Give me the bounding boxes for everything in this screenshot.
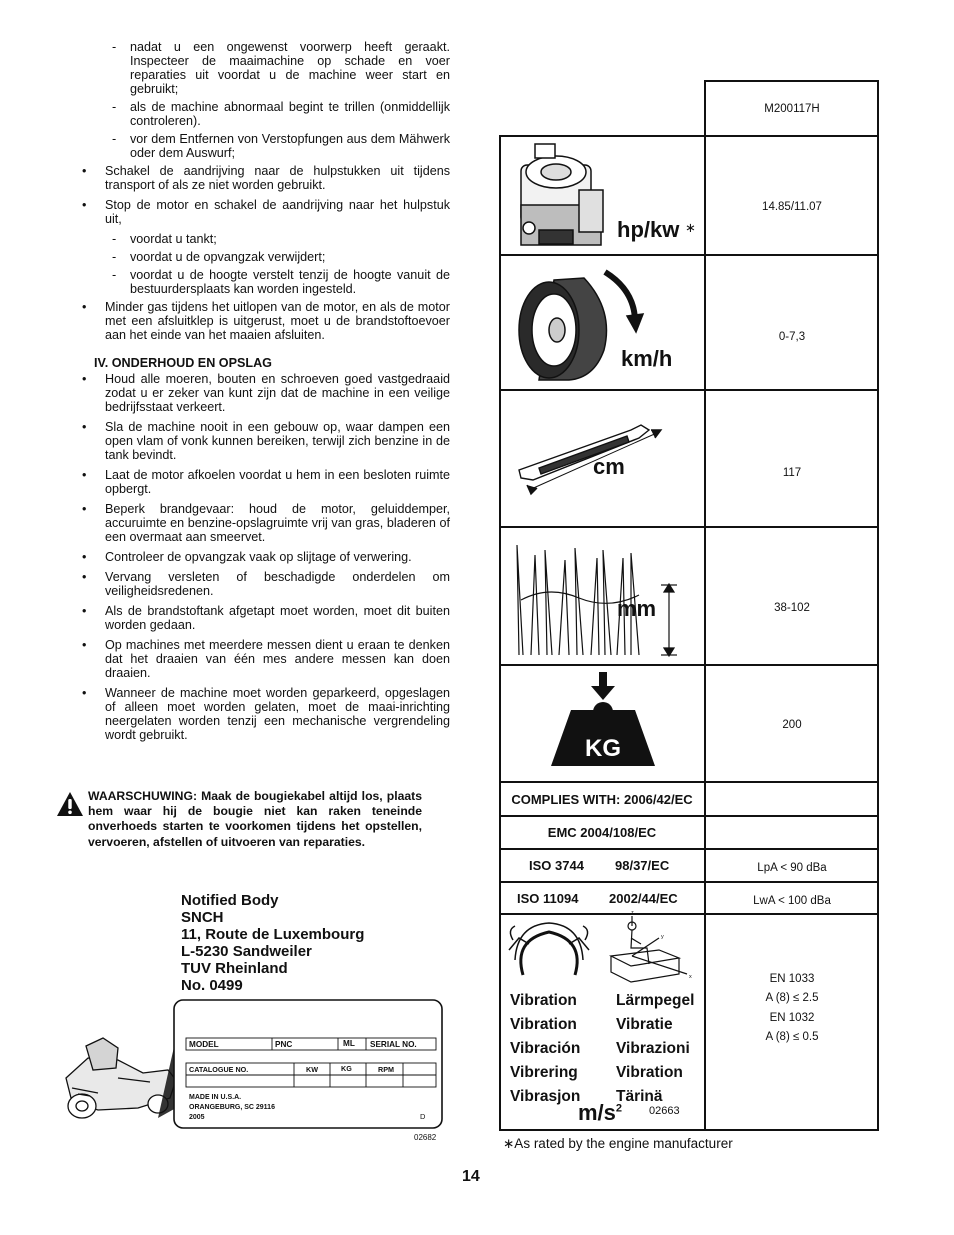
seated-operator-icon xyxy=(611,916,687,982)
bullet-list-c xyxy=(78,372,450,742)
complies-label: COMPLIES WITH: 2006/42/EC xyxy=(511,792,693,807)
dash-item: - nadat u een ongewenst voorwerp heeft geraakt. Inspecteer de maaimachine op schade en voer reparaties uit voordat u de machine weer start en gebruikt; xyxy=(78,40,450,96)
notified-line: TUV Rheinland xyxy=(181,960,288,977)
spec-table xyxy=(499,80,879,1131)
left-column xyxy=(78,40,450,748)
plate-pnc-label: PNC xyxy=(275,1040,293,1049)
vibration-label: Vibratie xyxy=(616,1016,673,1033)
plate-ml-label: ML xyxy=(343,1039,355,1048)
plate-model-label: MODEL xyxy=(189,1040,219,1049)
steering-wheel-icon xyxy=(509,923,589,975)
iso11094-label: ISO 11094 xyxy=(517,891,579,906)
iso11094-directive: 2002/44/EC xyxy=(609,891,678,906)
power-asterisk: ∗ xyxy=(685,220,696,235)
engine-icon xyxy=(521,144,603,245)
notified-line: SNCH xyxy=(181,909,224,926)
vibration-label: Vibrering xyxy=(510,1064,578,1081)
emc-label: EMC 2004/108/EC xyxy=(547,825,657,840)
power-label: hp/kw xyxy=(617,217,680,242)
speed-label: km/h xyxy=(621,346,673,371)
svg-text:y: y xyxy=(661,934,664,940)
tractor-icon xyxy=(66,1038,176,1118)
plate-made-line1: MADE IN U.S.A. xyxy=(189,1094,242,1101)
bullet-list-b xyxy=(78,300,450,342)
notified-line: Notified Body xyxy=(181,892,279,909)
ms-superscript: 2 xyxy=(615,1102,623,1115)
iso3744-directive: 98/37/EC xyxy=(615,858,670,873)
bullet-item: • Controleer de opvangzak vaak op slijtage of verwering. xyxy=(78,550,450,564)
bullet-item: • Vervang versleten of beschadigde onderdelen om veiligheidsredenen. xyxy=(78,570,450,598)
plate-kg-label: KG xyxy=(341,1064,352,1073)
lwa-value: LwA < 100 dBa xyxy=(753,895,831,907)
blade-icon xyxy=(519,425,661,494)
serial-plate-illustration xyxy=(58,998,444,1143)
dash-list-top xyxy=(78,40,450,160)
bullet-item: • Houd alle moeren, bouten en schroeven goed vastgedraaid zodat u er zeker van kunt zijn dat de machine in een veilige bedrijfsstaat verkeert. xyxy=(78,372,450,414)
model-value: M200117H xyxy=(764,103,820,115)
dash-item: - voordat u de opvangzak verwijdert; xyxy=(78,250,450,264)
plate-year: 2005 xyxy=(189,1114,205,1121)
weight-label: KG xyxy=(585,735,621,762)
en1032-value: A (8) ≤ 0.5 xyxy=(765,1031,819,1043)
plate-rpm-label: RPM xyxy=(378,1065,394,1074)
en1033-label: EN 1033 xyxy=(769,973,815,985)
ms2-unit xyxy=(578,1100,622,1126)
plate-d-mark: D xyxy=(420,1112,426,1121)
bullet-item: • Stop de motor en schakel de aandrijving naar het hulpstuk uit, xyxy=(78,198,450,226)
notified-body xyxy=(181,892,364,994)
bullet-item: • Beperk brandgevaar: houd de motor, geluiddemper, accuruimte en benzine-opslagruimte vrij van gras, bladeren of een overmaat aan smeervet. xyxy=(78,502,450,544)
page-number: 14 xyxy=(462,1168,480,1185)
plate-made-line2: ORANGEBURG, SC 29116 xyxy=(189,1104,275,1111)
vibration-labels-left xyxy=(510,989,580,1109)
notified-line: L-5230 Sandweiler xyxy=(181,943,312,960)
bullet-list-a xyxy=(78,164,450,226)
lpa-value: LpA < 90 dBa xyxy=(757,862,827,874)
vibration-label: Vibrazioni xyxy=(616,1040,690,1057)
warning-icon xyxy=(56,791,84,817)
cut-width-value: 117 xyxy=(782,467,802,479)
notified-line: 11, Route de Luxembourg xyxy=(181,926,365,943)
bullet-item: • Laat de motor afkoelen voordat u hem in een besloten ruimte opbergt. xyxy=(78,468,450,496)
svg-text:z: z xyxy=(631,910,634,916)
en1032-label: EN 1032 xyxy=(769,1012,815,1024)
warning-text: WAARSCHUWING: Maak de bougiekabel altijd los, plaats hem waar hij de bougie niet kan raken teneinde onverhoeds starten te voorkomen tijdens het opstellen, vervoeren, afstellen of uitvoeren van reparaties. xyxy=(88,789,422,849)
bullet-item: • Wanneer de machine moet worden geparkeerd, opgeslagen of alleen moet worden gelaten, moet de maai-inrichting neergelaten worden tenzij een mechanische vergrendeling wordt gebruikt. xyxy=(78,686,450,742)
plate-serial-label: SERIAL NO. xyxy=(370,1040,417,1049)
dash-list-mid xyxy=(78,232,450,296)
plate-figure-code: 02682 xyxy=(414,1133,437,1142)
vibration-label: Vibración xyxy=(510,1040,581,1057)
vibration-label: Vibration xyxy=(510,1016,577,1033)
vibration-label: Tärinä xyxy=(616,1088,663,1105)
bullet-item: • Schakel de aandrijving naar de hulpstukken uit tijdens transport of als ze niet worden gebruikt. xyxy=(78,164,450,192)
iso3744-label: ISO 3744 xyxy=(529,858,584,873)
notified-line: No. 0499 xyxy=(181,977,243,994)
ms-label: m/s xyxy=(578,1100,616,1125)
vibration-label: Vibration xyxy=(510,992,577,1009)
weight-value: 200 xyxy=(782,719,802,731)
vibration-label: Vibrasjon xyxy=(510,1088,581,1105)
footnote: ∗As rated by the engine manufacturer xyxy=(503,1136,733,1151)
section-title: IV. ONDERHOUD EN OPSLAG xyxy=(94,356,272,370)
dash-item: - vor dem Entfernen von Verstopfungen aus dem Mähwerk oder dem Auswurf; xyxy=(78,132,450,160)
bullet-item: • Minder gas tijdens het uitlopen van de motor, en als de motor met een afsluitklep is uitgerust, moet u de brandstoftoevoer aan het einde van het maaien afsluiten. xyxy=(78,300,450,342)
dash-item: - als de machine abnormaal begint te trillen (onmiddellijk controleren). xyxy=(78,100,450,128)
warning-block xyxy=(56,789,422,850)
vibration-figure-code: 02663 xyxy=(649,1105,680,1117)
power-value: 14.85/11.07 xyxy=(762,201,822,213)
bullet-item: • Op machines met meerdere messen dient u eraan te denken dat het draaien van één mes andere messen kan doen draaien. xyxy=(78,638,450,680)
bullet-item: • Als de brandstoftank afgetapt moet worden, moet dit buiten worden gedaan. xyxy=(78,604,450,632)
dash-item: - voordat u de hoogte verstelt tenzij de hoogte vanuit de bestuurdersplaats kan worden ingesteld. xyxy=(78,268,450,296)
plate-kw-label: KW xyxy=(306,1065,318,1074)
dash-item: - voordat u tankt; xyxy=(78,232,450,246)
bullet-item: • Sla de machine nooit in een gebouw op, waar dampen een open vlam of vonk kunnen bereiken, terwijl zich benzine in de tank bevindt. xyxy=(78,420,450,462)
en1033-value: A (8) ≤ 2.5 xyxy=(765,992,819,1004)
speed-value: 0-7,3 xyxy=(778,331,806,343)
vibration-labels-right xyxy=(616,989,694,1109)
cut-height-label: mm xyxy=(617,596,657,621)
vibration-label: Lärmpegel xyxy=(616,992,695,1009)
cut-height-value: 38-102 xyxy=(774,602,810,614)
cut-width-label: cm xyxy=(593,454,625,479)
vibration-label: Vibration xyxy=(616,1064,683,1081)
svg-text:x: x xyxy=(689,974,692,980)
plate-catalogue-label: CATALOGUE NO. xyxy=(189,1065,249,1074)
